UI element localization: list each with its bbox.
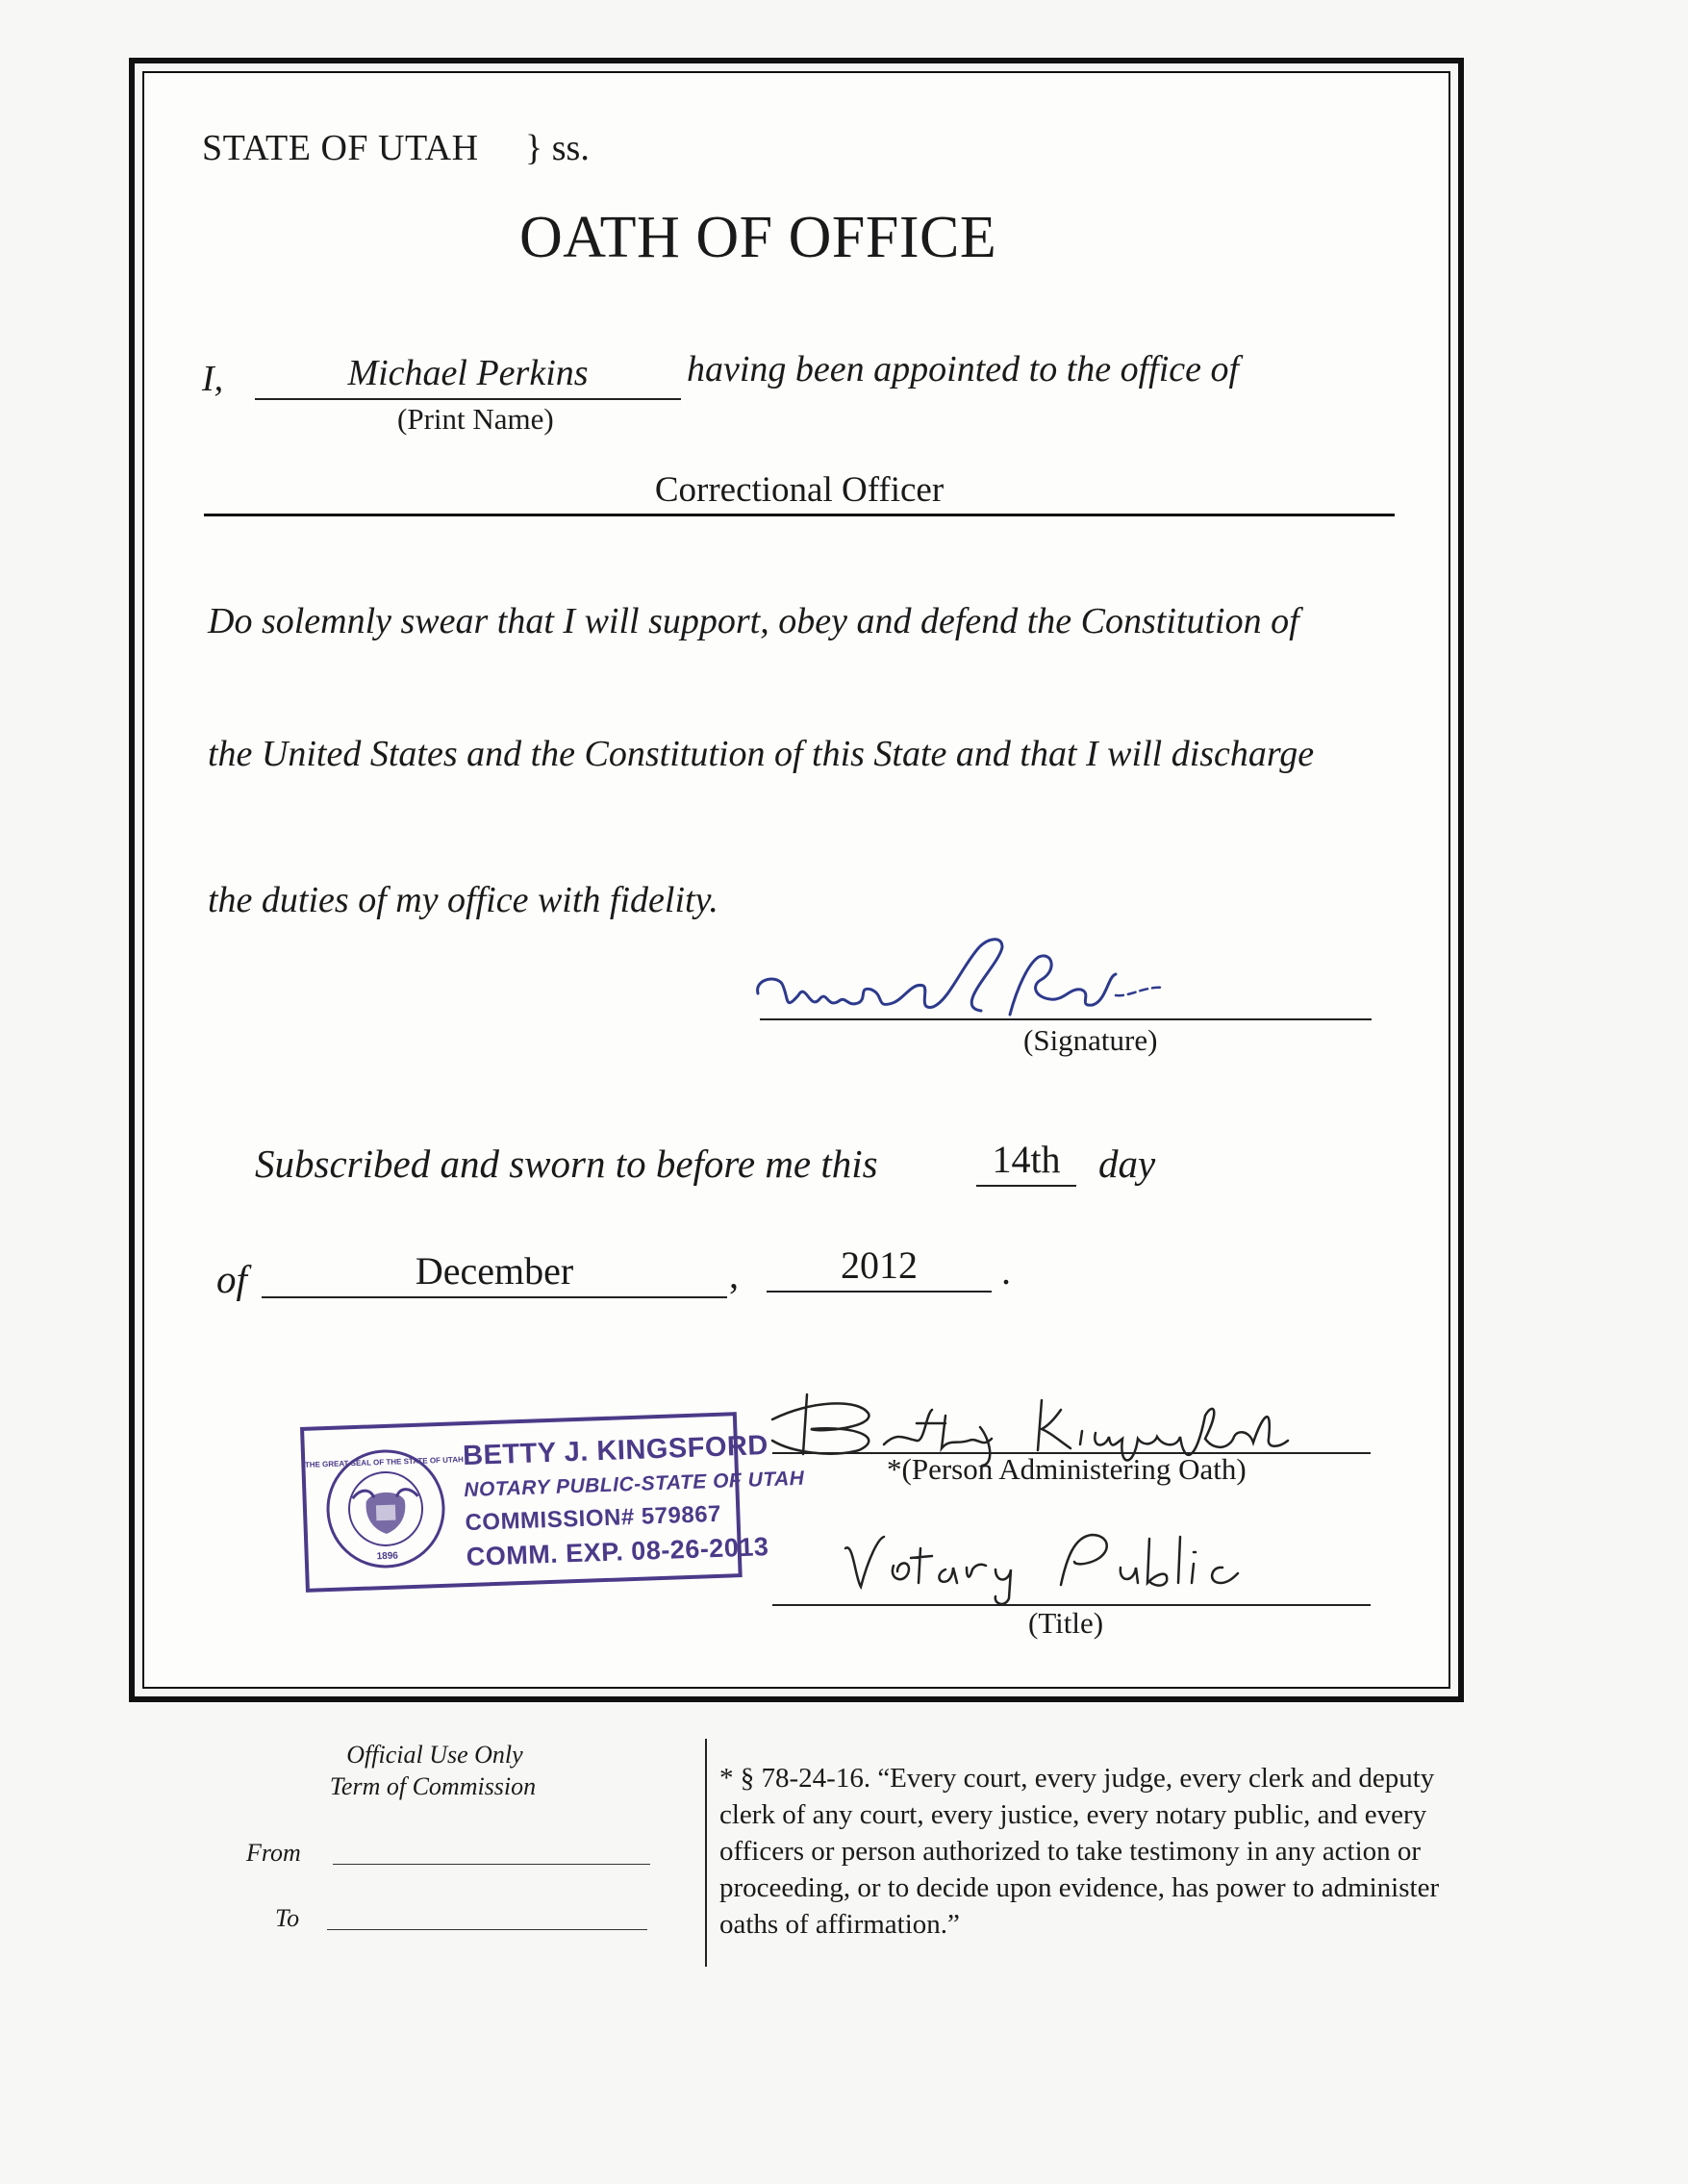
statute-text: * § 78-24-16. “Every court, every judge, every clerk and deputy clerk of any court, every justice, every notary public, and every officers or person authorized to take testimony in any action or proceeding, or to decide upon evidence, has power to administer oaths of affirmation.” — [719, 1763, 1440, 1940]
subscribed-text: Subscribed and sworn to before me this — [255, 1142, 878, 1186]
to-field[interactable] — [327, 1908, 647, 1930]
state-label: STATE OF UTAH — [202, 128, 479, 168]
print-name-caption: (Print Name) — [397, 402, 554, 436]
day-word: day — [1098, 1142, 1156, 1186]
stamp-commission: COMMISSION# 579867 — [465, 1500, 722, 1537]
signature-scribble — [750, 918, 1193, 1024]
signature-caption: (Signature) — [1023, 1023, 1158, 1057]
official-use-title: Official Use Only — [346, 1741, 523, 1769]
print-name-field[interactable]: Michael Perkins — [255, 352, 681, 400]
oath-line-1: Do solemnly swear that I will support, obey and defend the Constitution of — [208, 601, 1299, 641]
stamp-name: BETTY J. KINGSFORD — [462, 1430, 769, 1472]
appointed-text: having been appointed to the office of — [687, 349, 1240, 389]
office-field[interactable]: Correctional Officer — [204, 469, 1395, 516]
to-label: To — [275, 1904, 300, 1932]
day-field[interactable]: 14th — [976, 1137, 1076, 1187]
month-field[interactable]: December — [262, 1248, 727, 1298]
vertical-divider — [705, 1739, 707, 1967]
title-caption: (Title) — [1028, 1606, 1104, 1640]
from-label: From — [246, 1839, 301, 1867]
administrator-signature-scribble — [753, 1381, 1369, 1458]
of-word: of — [216, 1257, 247, 1301]
stamp-expiration: COMM. EXP. 08-26-2013 — [466, 1532, 769, 1572]
year-field[interactable]: 2012 — [767, 1243, 992, 1293]
administrator-caption: *(Person Administering Oath) — [887, 1452, 1247, 1486]
administrator-signature-field[interactable] — [772, 1406, 1371, 1454]
utah-seal-icon — [304, 1445, 464, 1572]
document-title: OATH OF OFFICE — [519, 205, 997, 270]
signature-field[interactable] — [760, 972, 1372, 1020]
ss-label: } ss. — [525, 128, 590, 168]
seal-year: 1896 — [376, 1550, 399, 1563]
term-of-commission: Term of Commission — [329, 1772, 537, 1800]
seal-text: THE GREAT SEAL OF THE STATE OF UTAH — [304, 1455, 464, 1469]
notary-stamp — [300, 1412, 805, 1593]
i-label: I, — [202, 359, 224, 399]
from-field[interactable] — [333, 1843, 650, 1865]
period: . — [1001, 1249, 1011, 1293]
title-field[interactable] — [772, 1558, 1371, 1606]
oath-line-2: the United States and the Constitution of this State and that I will discharge — [208, 734, 1315, 774]
title-handwriting — [840, 1519, 1378, 1596]
comma: , — [729, 1253, 739, 1296]
stamp-line2: NOTARY PUBLIC-STATE OF UTAH — [463, 1467, 805, 1502]
oath-line-3: the duties of my office with fidelity. — [208, 880, 718, 920]
